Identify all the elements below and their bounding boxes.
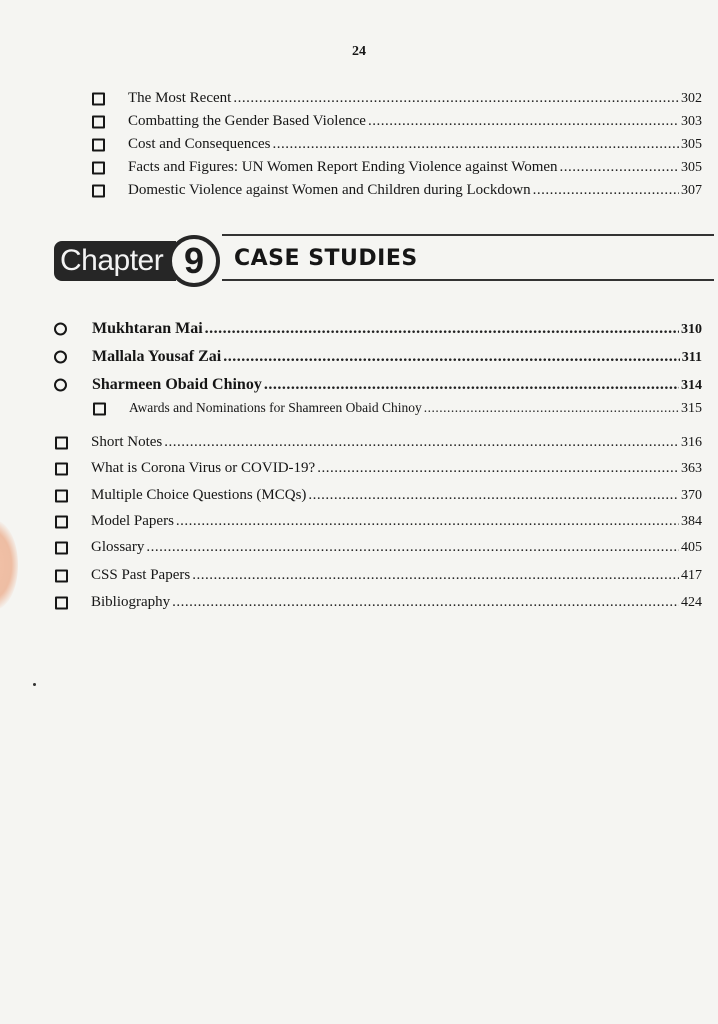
dot-leader	[368, 113, 679, 130]
toc-entry-page: 315	[681, 401, 702, 416]
toc-entry-page: 314	[681, 378, 702, 393]
chapter-rule	[222, 279, 714, 281]
dot-leader	[146, 539, 679, 556]
toc-entry-page: 316	[681, 435, 702, 450]
toc-entry[interactable]	[128, 136, 702, 153]
toc-entry[interactable]	[91, 513, 702, 530]
dot-leader	[233, 90, 679, 107]
toc-entry[interactable]	[128, 113, 702, 130]
toc-entry-title: Combatting the Gender Based Violence	[128, 113, 366, 129]
toc-entry-page: 311	[681, 350, 702, 365]
toc-entry-page: 310	[681, 322, 702, 337]
checkbox-bullet-icon	[55, 541, 68, 554]
toc-entry-page: 405	[681, 540, 702, 555]
page-number: 24	[352, 44, 366, 59]
toc-entry[interactable]	[91, 539, 702, 556]
checkbox-bullet-icon	[93, 402, 106, 415]
dot-leader	[424, 400, 679, 416]
toc-entry-title: Awards and Nominations for Shamreen Obaid Chinoy	[129, 400, 422, 415]
toc-entry[interactable]	[91, 434, 702, 451]
stray-mark	[33, 683, 36, 686]
checkbox-bullet-icon	[55, 515, 68, 528]
toc-entry-page: 302	[681, 91, 702, 106]
circle-bullet-icon	[54, 351, 67, 364]
chapter-rule	[222, 234, 714, 236]
toc-entry-title: Model Papers	[91, 513, 174, 529]
checkbox-bullet-icon	[92, 138, 105, 151]
chapter-header	[54, 234, 714, 288]
case-study-entry[interactable]	[92, 348, 702, 366]
toc-entry[interactable]	[128, 90, 702, 107]
chapter-label: Chapter	[54, 241, 176, 281]
toc-entry-title: Mallala Yousaf Zai	[92, 348, 222, 365]
circle-bullet-icon	[54, 379, 67, 392]
toc-entry-page: 384	[681, 514, 702, 529]
dot-leader	[172, 594, 679, 611]
toc-entry-page: 307	[681, 183, 702, 198]
toc-entry-title: CSS Past Papers	[91, 567, 191, 583]
toc-entry[interactable]	[128, 182, 702, 199]
toc-entry-page: 417	[681, 568, 702, 583]
dot-leader	[308, 487, 679, 504]
toc-entry-title: Cost and Consequences	[128, 136, 271, 152]
toc-entry-title: Multiple Choice Questions (MCQs)	[91, 487, 307, 503]
case-study-entry[interactable]	[92, 376, 702, 394]
toc-entry[interactable]	[91, 567, 702, 584]
dot-leader	[317, 460, 679, 477]
dot-leader	[205, 320, 679, 338]
toc-entry[interactable]	[128, 159, 702, 176]
toc-entry-title: Glossary	[91, 539, 145, 555]
checkbox-bullet-icon	[55, 596, 68, 609]
toc-entry[interactable]	[91, 487, 702, 504]
toc-entry-page: 424	[681, 595, 702, 610]
dot-leader	[192, 567, 679, 584]
dot-leader	[533, 182, 679, 199]
finger-shadow	[0, 520, 18, 610]
checkbox-bullet-icon	[55, 462, 68, 475]
toc-entry-title: Bibliography	[91, 594, 171, 610]
dot-leader	[264, 376, 679, 394]
toc-entry[interactable]	[91, 594, 702, 611]
checkbox-bullet-icon	[92, 184, 105, 197]
case-study-entry[interactable]	[92, 320, 702, 338]
toc-entry-page: 305	[681, 137, 702, 152]
dot-leader	[272, 136, 679, 153]
toc-sub-entry[interactable]	[129, 400, 702, 417]
toc-entry-page: 370	[681, 488, 702, 503]
toc-entry-title: Mukhtaran Mai	[92, 320, 203, 337]
dot-leader	[176, 513, 679, 530]
chapter-title: CASE STUDIES	[234, 246, 418, 271]
toc-entry-title: What is Corona Virus or COVID-19?	[91, 460, 316, 476]
dot-leader	[164, 434, 679, 451]
chapter-number: 9	[168, 235, 220, 287]
dot-leader	[560, 159, 679, 176]
toc-entry-page: 363	[681, 461, 702, 476]
checkbox-bullet-icon	[55, 569, 68, 582]
toc-entry[interactable]	[91, 460, 702, 477]
toc-entry-page: 305	[681, 160, 702, 175]
checkbox-bullet-icon	[92, 115, 105, 128]
toc-entry-title: Facts and Figures: UN Women Report Ending Violence against Women	[128, 159, 558, 175]
checkbox-bullet-icon	[92, 92, 105, 105]
toc-entry-title: The Most Recent	[128, 90, 232, 106]
toc-entry-page: 303	[681, 114, 702, 129]
circle-bullet-icon	[54, 323, 67, 336]
dot-leader	[223, 348, 680, 366]
toc-entry-title: Domestic Violence against Women and Children during Lockdown	[128, 182, 531, 198]
toc-entry-title: Sharmeen Obaid Chinoy	[92, 376, 262, 393]
checkbox-bullet-icon	[55, 489, 68, 502]
checkbox-bullet-icon	[55, 436, 68, 449]
toc-entry-title: Short Notes	[91, 434, 163, 450]
checkbox-bullet-icon	[92, 161, 105, 174]
